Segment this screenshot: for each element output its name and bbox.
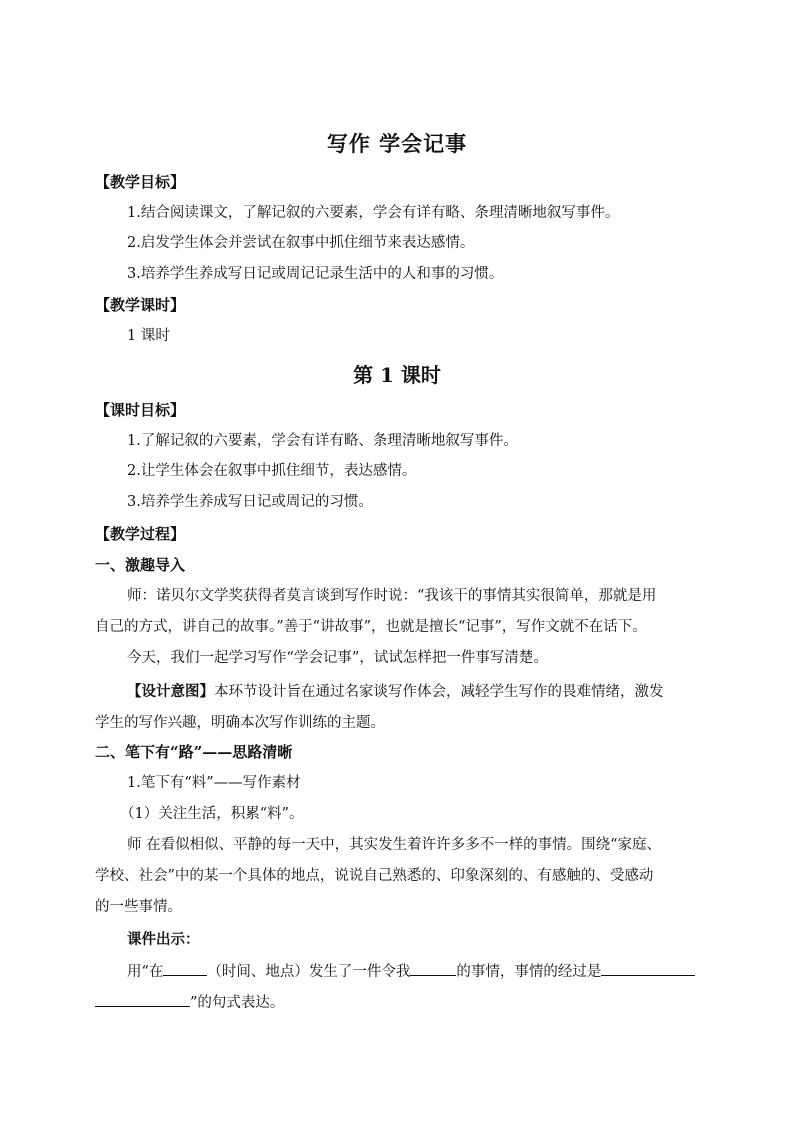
teacher-line1: 师 在看似相似、平静的每一天中，其实发生着许许多多不一样的事情。围绕“家庭、 xyxy=(127,837,662,853)
fill-text-c: 的事情，事情的经过是 xyxy=(456,964,602,980)
courseware-label: 课件出示： xyxy=(127,931,200,948)
part1-p2: 今天，我们一起学习写作“学会记事”，试试怎样把一件事写清楚。 xyxy=(127,650,548,666)
fill-text-d: ”的句式表达。 xyxy=(190,995,285,1011)
design-intent-line1 xyxy=(127,681,757,703)
part2-heading: 二、笔下有“路”——思路清晰 xyxy=(95,743,293,761)
blank-process-1 xyxy=(601,960,695,976)
part1-p1-line1: 师：诺贝尔文学奖获得者莫言谈到写作时说：“我该干的事情其实很简单，那就是用 xyxy=(127,588,657,604)
lesson-title: 第 1 课时 xyxy=(353,363,441,387)
part1-heading: 一、激趣导入 xyxy=(95,556,186,574)
blank-feeling xyxy=(410,960,456,976)
lesson-goal-1: 1.了解记叙的六要素，学会有详有略、条理清晰地叙写事件。 xyxy=(127,433,518,449)
design-intent-label: 【设计意图】 xyxy=(127,683,214,700)
class-hours-heading: 【教学课时】 xyxy=(95,296,186,314)
class-hours-value: 1 课时 xyxy=(127,328,170,344)
lesson-goals-heading: 【课时目标】 xyxy=(95,401,186,419)
lesson-goal-3: 3.培养学生养成写日记或周记的习惯。 xyxy=(127,494,373,510)
blank-process-2 xyxy=(95,991,190,1007)
process-heading: 【教学过程】 xyxy=(95,525,186,543)
page-title: 写作 学会记事 xyxy=(326,131,468,156)
teaching-goal-1: 1.结合阅读课文，了解记叙的六要素，学会有详有略、条理清晰地叙写事件。 xyxy=(127,205,620,221)
fill-sentence-line2 xyxy=(95,991,725,1014)
lesson-goal-2: 2.让学生体会在叙事中抓住细节，表达感情。 xyxy=(127,463,417,479)
part2-sub1: 1.笔下有“料”——写作素材 xyxy=(127,775,301,791)
teaching-goal-3: 3.培养学生养成写日记或周记记录生活中的人和事的习惯。 xyxy=(127,266,504,282)
teaching-goals-heading: 【教学目标】 xyxy=(95,173,186,191)
teaching-goal-2: 2.启发学生体会并尝试在叙事中抓住细节来表达感情。 xyxy=(127,235,475,251)
fill-text-b: （时间、地点）发生了一件令我 xyxy=(207,964,411,980)
design-intent-text: 本环节设计旨在通过名家谈写作体会，减轻学生写作的畏难情绪，激发 xyxy=(214,684,664,700)
blank-time-place xyxy=(163,960,207,976)
design-intent-line2: 学生的写作兴趣，明确本次写作训练的主题。 xyxy=(95,715,385,731)
fill-text-a: 用“在 xyxy=(127,964,164,980)
part1-p1-line2: 自己的方式，讲自己的故事。”善于“讲故事”，也就是擅长“记事”，写作文就不在话下。 xyxy=(95,619,647,635)
teacher-line2: 学校、社会”中的某一个具体的地点，说说自己熟悉的、印象深刻的、有感触的、受感动 xyxy=(95,868,654,884)
teacher-line3: 的一些事情。 xyxy=(95,899,182,915)
fill-sentence-line1 xyxy=(127,960,727,983)
part2-sub1-1: （1）关注生活，积累“料”。 xyxy=(120,806,304,822)
